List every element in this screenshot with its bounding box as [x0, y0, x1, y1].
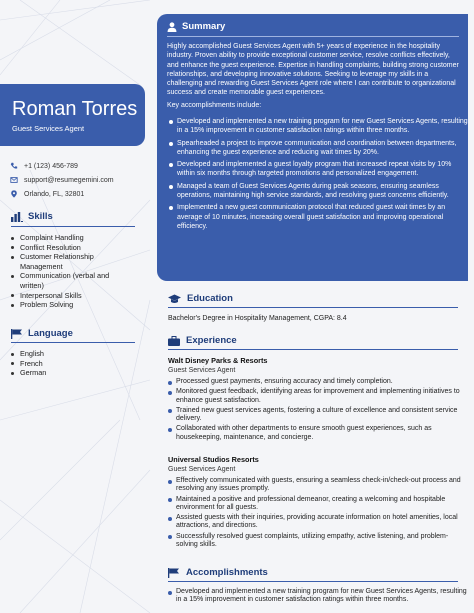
- list-item: Communication (verbal and written): [20, 271, 135, 290]
- job-company: Walt Disney Parks & Resorts: [168, 356, 268, 365]
- phone-icon: [10, 162, 18, 170]
- skills-heading: Skills: [11, 211, 53, 222]
- skills-list: [9, 233, 135, 310]
- skills-divider: [11, 226, 135, 227]
- list-item: Successfully resolved guest complaints, utilizing empathy, active listening, and problem-solving skills.: [176, 533, 468, 550]
- list-item: Implemented a new guest communication protocol that reduced guest wait times by an average of 10 minutes, increasing overall guest satisfaction and improving operational efficiency.: [177, 203, 469, 231]
- list-item: Developed and implemented a guest loyalty program that increased repeat visits by 10% within six months through targeted promotions and personalized engagement.: [177, 160, 469, 179]
- job-role: Guest Services Agent: [168, 466, 236, 473]
- accomplishments-heading: Accomplishments: [168, 567, 268, 578]
- list-item: Trained new guest services agents, fostering a culture of excellence and consistent service delivery.: [176, 407, 468, 424]
- key-accomplishments-heading: Key accomplishments include:: [167, 102, 262, 109]
- list-item: Developed and implemented a new training program for new Guest Services Agents, resulting in a 15% improvement in customer satisfaction ratings within three months.: [177, 118, 468, 135]
- accomplishments-list: [166, 588, 468, 607]
- education-degree: Bachelor's Degree in Hospitality Management, CGPA: 8.4: [168, 315, 347, 322]
- candidate-job-title: Guest Services Agent: [12, 124, 85, 133]
- summary-accomplishments-list: [167, 117, 469, 234]
- language-list: [9, 349, 135, 378]
- location-pin-icon: [10, 190, 18, 198]
- experience-divider: [168, 349, 458, 350]
- flag-icon: [168, 568, 180, 578]
- accomplishments-divider: [168, 581, 458, 582]
- job-duties-list: [166, 378, 468, 444]
- experience-heading: Experience: [168, 335, 237, 346]
- list-item: Assisted guests with their inquiries, providing accurate information on hotel amenities, local attractions, and directions.: [176, 514, 468, 531]
- list-item: Spearheaded a project to improve communication and coordination between departments, enhancing the guest experience and reducing wait times by 20%.: [177, 139, 469, 158]
- summary-divider: [167, 36, 459, 37]
- list-item: Interpersonal Skills: [20, 291, 135, 301]
- list-item: English: [20, 349, 135, 359]
- list-item: French: [20, 359, 135, 369]
- list-item: Processed guest payments, ensuring accuracy and timely completion.: [176, 378, 468, 386]
- list-item: Collaborated with other departments to ensure smooth guest experiences, such as housekeeping, maintenance, and concierge.: [176, 425, 468, 442]
- flag-icon: [11, 329, 23, 339]
- list-item: Effectively communicated with guests, ensuring a seamless check-in/check-out process and resolving any issues promptly.: [176, 477, 468, 494]
- briefcase-icon: [168, 336, 180, 346]
- name-card: [0, 84, 145, 146]
- language-divider: [11, 342, 135, 343]
- list-item: Conflict Resolution: [20, 243, 135, 253]
- education-heading: Education: [168, 293, 233, 304]
- list-item: Problem Solving: [20, 300, 135, 310]
- contact-location: [10, 190, 84, 198]
- graduation-cap-icon: [168, 294, 181, 304]
- phone-number: +1 (123) 456-789: [24, 162, 78, 170]
- bar-chart-icon: [11, 212, 23, 222]
- summary-text: Highly accomplished Guest Services Agent with 5+ years of experience in the hospitality industry. Proven ability to provide exceptional customer service, resolve conflicts effectively, and enhance the guest experience. Expertise in handling complaints, building strong customer relationships, and developing innovative solutions. Seeking to leverage my skills in a challenging and rewarding Guest Services Agent role where I can contribute to organizational success and create memorable guest experiences.: [167, 43, 459, 97]
- job-role: Guest Services Agent: [168, 367, 236, 374]
- location-text: Orlando, FL, 32801: [24, 190, 85, 198]
- contact-email: [10, 176, 114, 184]
- list-item: Monitored guest feedback, identifying areas for improvement and implementing initiatives to enhance guest satisfaction.: [176, 388, 468, 405]
- summary-panel: [157, 14, 468, 281]
- job-company: Universal Studios Resorts: [168, 455, 259, 464]
- candidate-name: Roman Torres: [12, 98, 138, 120]
- list-item: Maintained a positive and professional demeanor, creating a welcoming and hospitable environment for all guests.: [176, 496, 468, 513]
- education-divider: [168, 307, 458, 308]
- list-item: German: [20, 368, 135, 378]
- email-link[interactable]: support@resumegemini.com: [24, 176, 114, 184]
- summary-heading: Summary: [167, 21, 225, 32]
- person-icon: [167, 22, 177, 32]
- list-item: Customer Relationship Management: [20, 252, 135, 271]
- job-duties-list: [166, 477, 468, 551]
- list-item: Complaint Handling: [20, 233, 135, 243]
- contact-phone: [10, 162, 78, 170]
- email-icon: [10, 176, 18, 184]
- list-item: Developed and implemented a new training program for new Guest Services Agents, resulting in a 15% improvement in customer satisfaction ratings within three months.: [176, 588, 467, 604]
- language-heading: Language: [11, 328, 73, 339]
- list-item: Managed a team of Guest Services Agents during peak seasons, ensuring seamless operations, maintaining high service standards, and resolving guest concerns efficiently.: [177, 182, 469, 201]
